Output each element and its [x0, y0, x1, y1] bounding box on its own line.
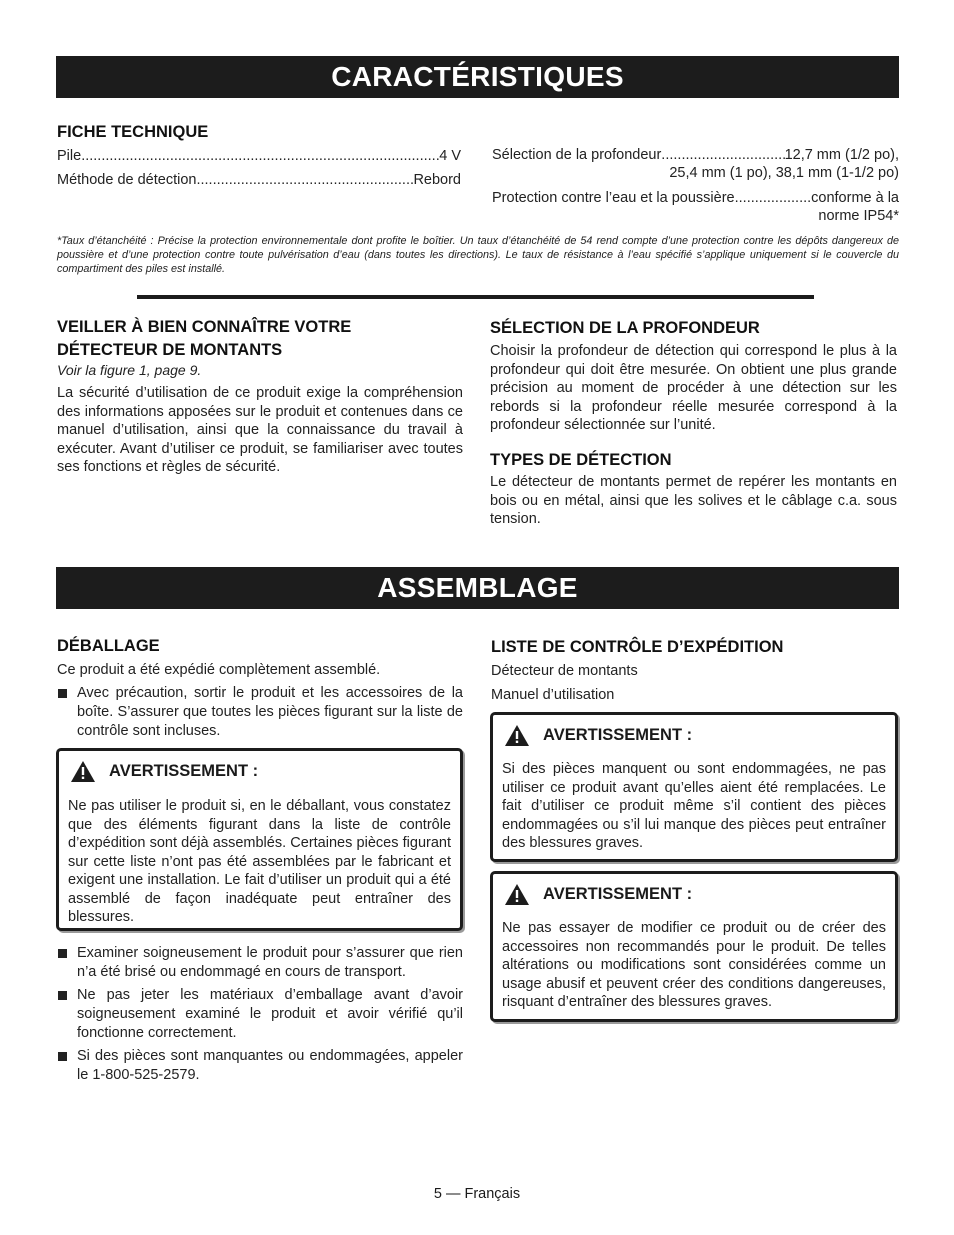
list-item: Ne pas jeter les matériaux d’emballage avant d’avoir soigneusement examiné le produit et avoir vérifié qu’il fonctionne correctement.: [56, 986, 463, 1043]
veiller-heading-line-1: VEILLER À BIEN CONNAÎTRE VOTRE: [57, 318, 352, 336]
warning-box-modification: [490, 871, 898, 1022]
warning-text: Ne pas utiliser le produit si, en le déballant, vous constatez que des éléments figurant dans la liste de contrôle d’expédition sont déjà assemblés. Certaines pièces figurant sur cette liste n’ont pas été assemblées par le fabricant et exigent une installation. Le fait d’utiliser un produit qui a été assemblé de façon inadéquate peut entraîner des blessures.: [68, 798, 451, 925]
warning-header: [71, 761, 258, 782]
warning-text: Ne pas essayer de modifier ce produit ou de créer des accessoires non recommandés pour le produit. De telles altérations ou modifications sont considérées comme un usage abusif et peuvent créer des conditions dangereuses, risquant d’entraîner des blessures graves.: [502, 920, 886, 1010]
warning-text: Si des pièces manquent ou sont endommagées, ne pas utiliser ce produit avant qu’elles aient été remplacées. Le fait d’utiliser ce produit même s’il contient des pièces endommagées ou s’il lui manque des pièces peut entraîner des blessures graves.: [502, 761, 886, 851]
selection-body: Choisir la profondeur de détection qui correspond le plus à la profondeur qui doit être mesurée. On obtient une plus grande précision au moment de procéder à une détection sur les rebords si la profondeur réelle mesurée correspond à la profondeur sélectionnée sur l’unité.: [490, 343, 897, 433]
selection-heading: SÉLECTION DE LA PROFONDEUR: [490, 319, 760, 337]
spec-value-selection-1: 12,7 mm (1/2 po),: [784, 147, 899, 163]
warning-box-pieces: [490, 712, 898, 862]
section-divider: [137, 295, 814, 299]
leader-dots: [661, 146, 784, 164]
veiller-heading-line-2: DÉTECTEUR DE MONTANTS: [57, 341, 283, 359]
spec-row-selection-cont: [492, 164, 899, 182]
spec-label-pile: Pile: [57, 148, 82, 164]
assemblage-banner: [56, 567, 899, 609]
spec-row-methode: [57, 171, 461, 189]
spec-row-pile: [57, 147, 461, 165]
warning-header: [505, 725, 692, 746]
deballage-bullets-bottom: [56, 944, 463, 1089]
liste-item-manuel: Manuel d’utilisation: [491, 687, 615, 703]
page-footer: 5 — Français: [433, 1186, 521, 1202]
spec-row-protection: [492, 189, 899, 207]
warning-label: AVERTISSEMENT :: [543, 885, 693, 903]
leader-dots: [81, 147, 439, 165]
liste-item-detecteur: Détecteur de montants: [491, 663, 638, 679]
spec-value-selection-2: 25,4 mm (1 po), 38,1 mm (1-1/2 po): [669, 165, 899, 181]
deballage-intro: Ce produit a été expédié complètement assemblé.: [57, 662, 381, 678]
assemblage-title: ASSEMBLAGE: [377, 572, 578, 603]
leader-dots: [196, 171, 413, 189]
spec-row-protection-cont: [492, 207, 899, 225]
types-heading: TYPES DE DÉTECTION: [490, 451, 672, 469]
deballage-heading: DÉBALLAGE: [57, 637, 160, 655]
leader-dots: [735, 189, 812, 207]
fiche-technique-heading: FICHE TECHNIQUE: [57, 123, 209, 141]
spec-value-pile: 4 V: [439, 148, 461, 164]
warning-triangle-icon: [505, 884, 529, 905]
caracteristiques-banner: [56, 56, 899, 98]
spec-value-protection-1: conforme à la: [811, 190, 899, 206]
warning-box-deballage: [56, 748, 463, 931]
veiller-heading: [57, 316, 351, 362]
types-body: Le détecteur de montants permet de repérer les montants en bois ou en métal, ainsi que les solives et le câblage c.a. sous tension.: [490, 474, 897, 527]
deballage-bullets-top: [56, 684, 463, 745]
list-item: Avec précaution, sortir le produit et les accessoires de la boîte. S’assurer que toutes les pièces figurant sur la liste de contrôle sont incluses.: [56, 684, 463, 741]
spec-value-protection-2: norme IP54*: [818, 208, 899, 224]
veiller-figure-ref: Voir la figure 1, page 9.: [57, 362, 202, 378]
liste-controle-heading: LISTE DE CONTRÔLE D’EXPÉDITION: [491, 638, 784, 656]
spec-value-methode: Rebord: [413, 172, 461, 188]
warning-header: [505, 884, 692, 905]
warning-triangle-icon: [505, 725, 529, 746]
caracteristiques-title: CARACTÉRISTIQUES: [331, 61, 624, 92]
warning-label: AVERTISSEMENT :: [109, 762, 259, 780]
warning-label: AVERTISSEMENT :: [543, 726, 693, 744]
list-item: Si des pièces sont manquantes ou endommagées, appeler le 1-800-525-2579.: [56, 1047, 463, 1085]
veiller-body: La sécurité d’utilisation de ce produit exige la compréhension des informations apposées sur le produit et contenues dans ce manuel d’utilisation, ainsi que la connaissance du travail à exécuter. Avant d’utiliser ce produit, se familiariser avec toutes ses fonctions et règles de sécurité.: [57, 385, 463, 475]
spec-label-protection: Protection contre l’eau et la poussière: [492, 190, 735, 206]
list-item: Examiner soigneusement le produit pour s’assurer que rien n’a été brisé ou endommagé en cours de transport.: [56, 944, 463, 982]
footnote-etancheite: *Taux d’étanchéité : Précise la protection environnementale dont profite le boîtier. Un taux d’étanchéité de 54 rend compte d’une protection contre les dépôts dangereux de poussière et d’une protection contre toute pulvérisation d’eau (dans toutes les directions). Le taux de résistance à l’eau spécifié s’applique uniquement si le couvercle du compartiment des piles est installé.: [57, 235, 899, 275]
spec-label-selection: Sélection de la profondeur: [492, 147, 662, 163]
spec-label-methode: Méthode de détection: [57, 172, 197, 188]
spec-row-selection: [492, 146, 899, 164]
warning-triangle-icon: [71, 761, 95, 782]
